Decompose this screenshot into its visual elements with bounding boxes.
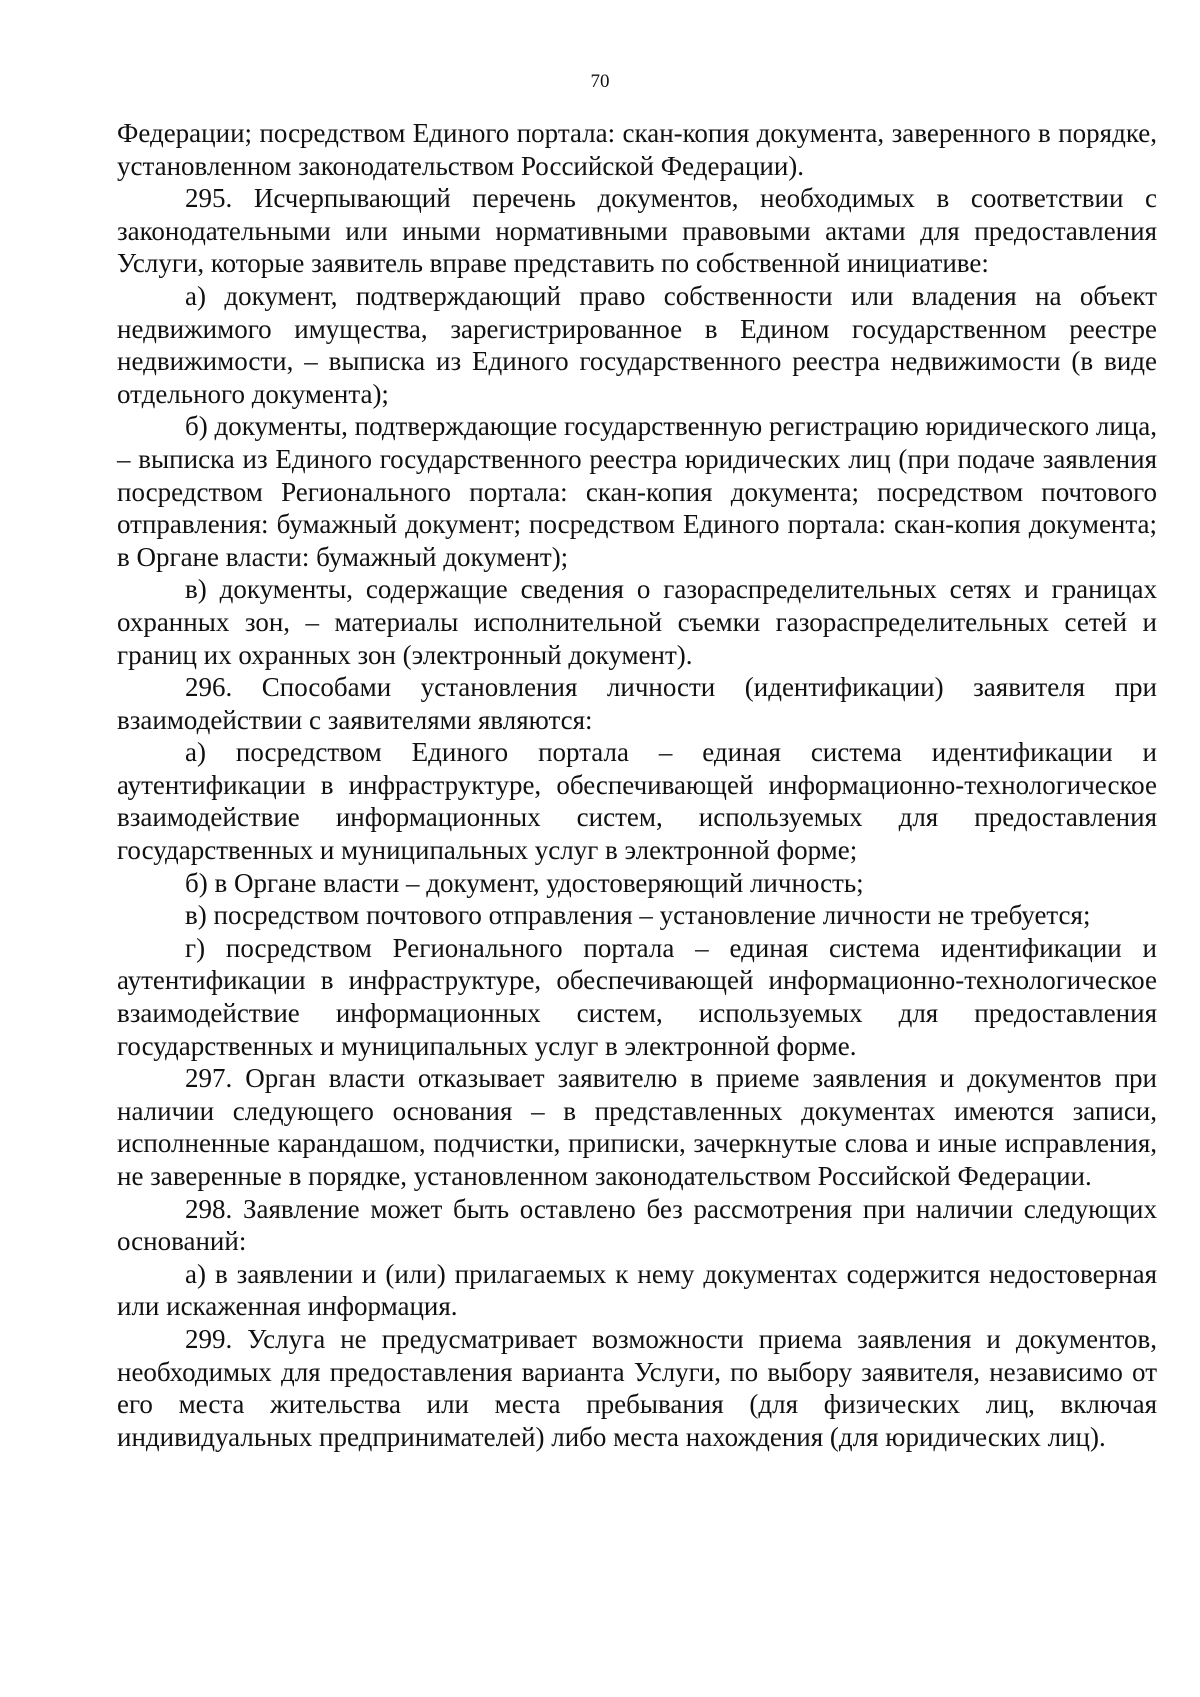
paragraph-295-v: в) документы, содержащие сведения о газораспределительных сетях и границах охранных зон, – материалы исполнительной съемки газораспределительных сетей и границ их охранных зон (электронный документ).	[117, 574, 1157, 670]
paragraph-298: 298. Заявление может быть оставлено без рассмотрения при наличии следующих оснований:	[117, 1193, 1157, 1257]
paragraph-296-b: б) в Органе власти – документ, удостоверяющий личность;	[185, 867, 864, 898]
paragraph-296-v: в) посредством почтового отправления – установление личности не требуется;	[185, 900, 1091, 931]
paragraph-296: 296. Способами установления личности (идентификации) заявителя при взаимодействии с заявителями являются:	[117, 672, 1157, 735]
paragraph-299: 299. Услуга не предусматривает возможности приема заявления и документов, необходимых для предоставления варианта Услуги, по выбору заявителя, независимо от его места жительства или места пребывания (для физических лиц, включая индивидуальных предпринимателей) либо места нахождения (для юридических лиц).	[117, 1323, 1157, 1452]
page-number: 70	[590, 71, 610, 92]
paragraph-295-a: а) документ, подтверждающий право собственности или владения на объект недвижимого имущества, зарегистрированное в Едином государственном реестре недвижимости, – выписка из Единого государственного реестра недвижимости (в виде отдельного документа);	[117, 280, 1157, 409]
paragraph-298-a: а) в заявлении и (или) прилагаемых к нему документах содержится недостоверная или искаженная информация.	[117, 1258, 1157, 1322]
document-body	[117, 117, 1157, 1453]
paragraph-296-a: а) посредством Единого портала – единая система идентификации и аутентификации в инфраструктуре, обеспечивающей информационно-технологическое взаимодействие информационных систем, используемых для предоставления государственных и муниципальных услуг в электронной форме;	[117, 737, 1157, 866]
paragraph-295: 295. Исчерпывающий перечень документов, необходимых в соответствии с законодательными или иными нормативными правовыми актами для предоставления Услуги, которые заявитель вправе представить по собственной инициативе:	[117, 183, 1157, 279]
paragraph-continuation: Федерации; посредством Единого портала: скан-копия документа, заверенного в порядке, установленном законодательством Российской Федерации).	[117, 118, 1157, 181]
paragraph-295-b: б) документы, подтверждающие государственную регистрацию юридического лица, – выписка из Единого государственного реестра юридических лиц (при подаче заявления посредством Регионального портала: скан-копия документа; посредством почтового отправления: бумажный документ; посредством Единого портала: скан-копия документа; в Органе власти: бумажный документ);	[117, 411, 1157, 572]
paragraph-296-g: г) посредством Регионального портала – единая система идентификации и аутентификации в инфраструктуре, обеспечивающей информационно-технологическое взаимодействие информационных систем, используемых для предоставления государственных и муниципальных услуг в электронной форме.	[117, 932, 1157, 1061]
paragraph-297: 297. Орган власти отказывает заявителю в приеме заявления и документов при наличии следующего основания – в представленных документах имеются записи, исполненные карандашом, подчистки, приписки, зачеркнутые слова и иные исправления, не заверенные в порядке, установленном законодательством Российской Федерации.	[117, 1063, 1157, 1191]
